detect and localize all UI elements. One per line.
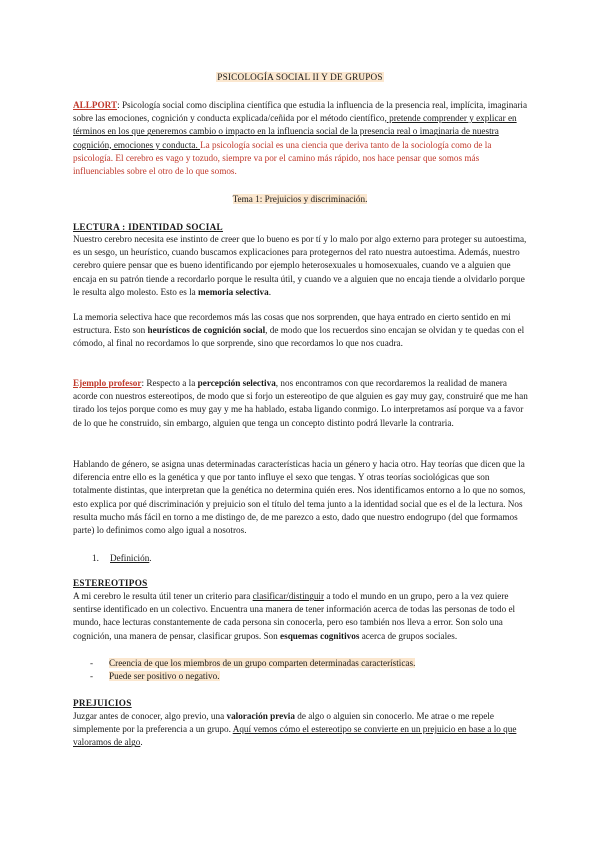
estereotipos-paragraph (73, 590, 529, 643)
valoracion-previa-term: valoración previa (226, 711, 295, 721)
intro-underlined: pretende comprender y explicar en términos en los que generemos cambio o impacto en la influencia social de la presencia real o imaginaria de nuestra cognición, emociones y conducta. (73, 113, 517, 150)
prejuicios-underlined: Aquí vemos cómo el estereotipo se convierte en un prejuicio en base a lo que valoramos de algo (73, 724, 517, 748)
estereotipos-t2: a todo el mundo en un grupo, pero a la vez quiere sentirse identificado en un colectivo. Encuentra una manera de tener información acerca de todas las personas de todo el mundo, hace lecturas constantemente de cada persona sin conocerla, pero eso también nos lleva a error. Son solo una cognición, una manera de pensar, clasificar grupos. Son (73, 591, 516, 641)
tema-heading (0, 193, 600, 206)
intro-text: : Psicología social como disciplina científica que estudia la influencia de la presencia real, implícita, imaginaria sobre las emociones, cognición y conducta explicada/ceñida por el método científico, (73, 100, 528, 124)
bullet-item (90, 657, 530, 670)
clasificar-term: clasificar/distinguir (252, 591, 325, 601)
intro-red-text: La psicología social es una ciencia que deriva tanto de la sociología como de la psicología. El cerebro es vago y tozudo, siempre va por el camino más rápido, nos hace pensar que somos más influenciables sobre el otro de lo que somos. (73, 139, 492, 177)
estereotipos-t1: A mi cerebro le resulta útil tener un criterio para (73, 591, 253, 601)
numbered-item-number: 1. (92, 553, 99, 563)
lectura-p2-end: , de modo que los recuerdos sino encajan se olvidan y te quedas con el cómodo, al final no recordamos lo que sorprende, sino que recordamos lo que nos cuadra. (73, 325, 525, 349)
intro-paragraph (73, 99, 529, 178)
estereotipos-t3: acerca de grupos sociales. (359, 630, 458, 641)
prejuicios-t2: de algo o alguien sin conocerlo. Me atrae o me repele simplemente por la preferencia a un grupo. (73, 711, 494, 735)
document-title (0, 71, 600, 84)
memoria-selectiva-term: memoria selectiva (198, 286, 269, 297)
lectura-paragraph-1 (73, 233, 529, 299)
lectura-heading: LECTURA : IDENTIDAD SOCIAL (73, 222, 223, 232)
lectura-paragraph-4 (73, 458, 529, 537)
prejuicios-paragraph (73, 710, 529, 750)
numbered-item-end: . (149, 553, 152, 563)
esquemas-cognitivos-term: esquemas cognitivos (280, 630, 360, 641)
lectura-p3-text: : Respecto a la (141, 378, 198, 388)
numbered-item-definicion (92, 552, 152, 565)
percepcion-selectiva-term: percepción selectiva (197, 378, 276, 388)
lectura-p1-text: Nuestro cerebro necesita ese instinto de creer que lo bueno es por tí y lo malo por algo externo para proteger su autoestima, es un sesgo, un heurístico, cuando buscamos explicaciones para protegernos del rato nuestra autoestima. Además, nuestro cerebro quiere pensar que es bueno identificando por ejemplo heterosexuales u homosexuales, cuando ve a alguien que encaja en su patrón tiende a recordarlo porque le resulta útil, y cuando ve a alguien que no encaja tiende a olvidarlo porque le resulta algo molesto. Esto es la (73, 234, 527, 297)
prejuicios-t3: . (140, 737, 143, 748)
lectura-p3-end: , nos encontramos con que recordaremos la realidad de manera acorde con nuestros estereotipos, de modo que si forjo un estereotipo de que alguien es gay muy gay, construiré que me han tirado los tejos porque como es muy gay y me ha hablado, estaba ligando conmigo. Lo interpretamos así porque va a favor de lo que he construido, sin embargo, alguien que tenga un concepto distinto podrá llevarle la contraria. (73, 378, 528, 428)
tema-text: Tema 1: Prejuicios y discriminación. (232, 194, 368, 204)
estereotipos-heading: ESTEREOTIPOS (73, 578, 148, 588)
intro-lead: ALLPORT (73, 100, 118, 110)
dash-bullet-icon: - (90, 658, 94, 668)
bullet-item (90, 670, 530, 683)
lectura-p4-text: Hablando de género, se asigna unas determinadas características hacia un género y hacia otro. Hay teorías que dicen que la diferencia entre ello es la genética y que por tanto influye el sexo que tengas. Y otras teorías sociológicas que son totalmente distintas, que interpretan que la genética no determina quién eres. Nos identificamos entorno a lo que no somos, esto explica por qué discriminación y prejuicio son el título del tema junto a la identidad social que es el de la lectura. Nos resulta mucho más fácil en torno a me distingo de, de me parezco a esto, dado que nuestro endogrupo (del que formamos parte) lo definimos como algo igual a nosotros. (73, 459, 526, 536)
bullet-text: Creencia de que los miembros de un grupo comparten determinadas características. (109, 658, 416, 668)
ejemplo-profesor-label: Ejemplo profesor (73, 378, 142, 388)
heuristicos-term: heurísticos de cognición social (147, 325, 266, 336)
bullet-text: Puede ser positivo o negativo. (109, 671, 220, 681)
numbered-item-label: Definición (110, 553, 150, 563)
prejuicios-heading: PREJUICIOS (73, 698, 132, 708)
lectura-p2-text: La memoria selectiva hace que recordemos más las cosas que nos sorprenden, que haya entrado en cierto sentido en mi estructura. Esto son (73, 312, 511, 336)
lectura-paragraph-2 (73, 311, 529, 351)
lectura-paragraph-3 (73, 377, 529, 430)
prejuicios-t1: Juzgar antes de conocer, algo previo, una (73, 711, 227, 721)
dash-bullet-icon: - (90, 671, 94, 681)
lectura-p1-end: . (268, 286, 271, 297)
document-title-text: PSICOLOGÍA SOCIAL II Y DE GRUPOS (217, 72, 383, 82)
